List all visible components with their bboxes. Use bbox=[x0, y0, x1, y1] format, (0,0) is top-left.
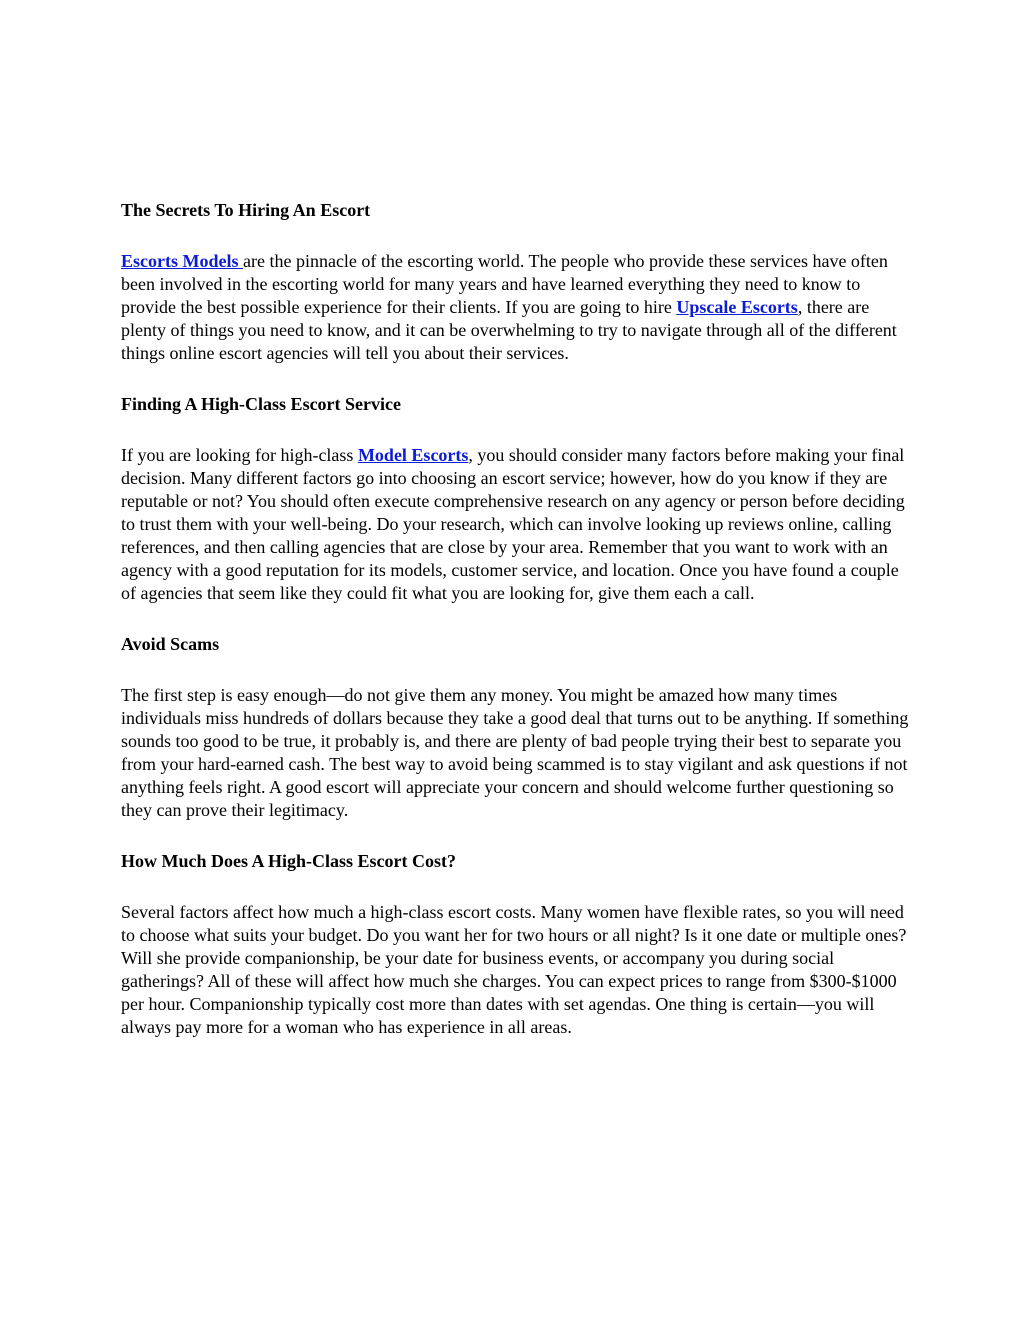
escorts-models-link[interactable]: Escorts Models bbox=[121, 251, 243, 271]
spacer bbox=[121, 656, 911, 684]
intro-text-2: , there are plenty of things you need to know, and it can be overwhelming to try to navigate through all of the different things online escort agencies will tell you about their services. bbox=[121, 297, 897, 363]
document-page bbox=[121, 199, 911, 1039]
finding-text-1: If you are looking for high-class bbox=[121, 445, 358, 465]
section-heading-scams: Avoid Scams bbox=[121, 634, 220, 654]
spacer bbox=[121, 416, 911, 444]
spacer bbox=[121, 222, 911, 250]
spacer bbox=[121, 873, 911, 901]
spacer bbox=[121, 605, 911, 633]
intro-text-1: are the pinnacle of the escorting world. The people who provide these services have often been involved in the escorting world for many years and have learned everything they need to know to provide the best possible experience for their clients. If you are going to hire bbox=[121, 251, 888, 317]
intro-paragraph bbox=[121, 250, 911, 365]
page-title: The Secrets To Hiring An Escort bbox=[121, 200, 371, 220]
scams-paragraph: The first step is easy enough—do not give them any money. You might be amazed how many times individuals miss hundreds of dollars because they take a good deal that turns out to be anything. If something sounds too good to be true, it probably is, and there are plenty of bad people trying their best to separate you from your hard-earned cash. The best way to avoid being scammed is to stay vigilant and ask questions if not anything feels right. A good escort will appreciate your concern and should welcome further questioning so they can prove their legitimacy. bbox=[121, 685, 909, 820]
finding-text-2: , you should consider many factors before making your final decision. Many different factors go into choosing an escort service; however, how do you know if they are reputable or not? You should often execute comprehensive research on any agency or person before deciding to trust them with your well-being. Do your research, which can involve looking up reviews online, calling references, and then calling agencies that are close by your area. Remember that you want to work with an agency with a good reputation for its models, customer service, and location. Once you have found a couple of agencies that seem like they could fit what you are looking for, give them each a call. bbox=[121, 445, 905, 603]
finding-paragraph bbox=[121, 444, 911, 605]
spacer bbox=[121, 822, 911, 850]
spacer bbox=[121, 365, 911, 393]
model-escorts-link[interactable]: Model Escorts bbox=[357, 445, 469, 465]
section-heading-cost: How Much Does A High-Class Escort Cost? bbox=[121, 851, 457, 871]
upscale-escorts-link[interactable]: Upscale Escorts bbox=[676, 297, 798, 317]
section-heading-finding: Finding A High-Class Escort Service bbox=[121, 394, 402, 414]
cost-paragraph: Several factors affect how much a high-class escort costs. Many women have flexible rates, so you will need to choose what suits your budget. Do you want her for two hours or all night? Is it one date or multiple ones? Will she provide companionship, be your date for business events, or accompany you during social gatherings? All of these will affect how much she charges. You can expect prices to range from $300-$1000 per hour. Companionship typically cost more than dates with set agendas. One thing is certain—you will always pay more for a woman who has experience in all areas. bbox=[121, 902, 907, 1037]
